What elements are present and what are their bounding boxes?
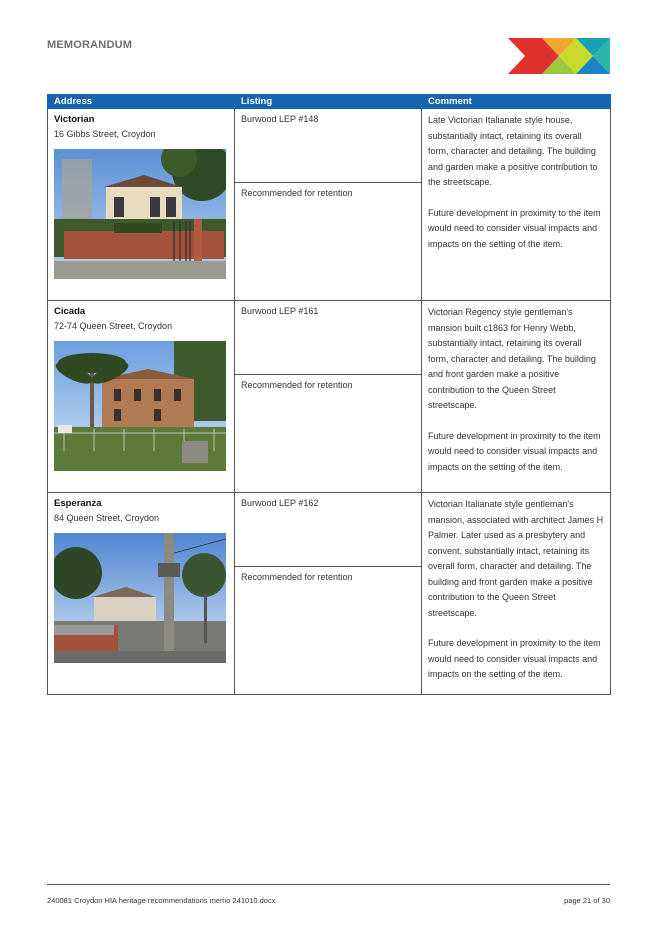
table-row	[48, 109, 611, 301]
table-header-row	[48, 95, 611, 109]
column-header-address: Address	[48, 95, 235, 109]
footer-divider	[47, 884, 610, 885]
address-cell	[48, 301, 235, 493]
item-address: 84 Queen Street, Croydon	[54, 513, 160, 523]
item-name: Cicada	[54, 306, 86, 317]
comment-cell	[422, 301, 611, 493]
listing-cell	[235, 493, 422, 695]
comment-development: Future development in proximity to the item would need to consider visual impacts and impacts on the setting of the item.	[428, 207, 601, 249]
victorian-house-photo	[54, 149, 226, 279]
memo-title: MEMORANDUM	[47, 39, 133, 51]
comment-development: Future development in proximity to the item would need to consider visual impacts and impacts on the setting of the item.	[428, 638, 601, 679]
company-logo	[508, 38, 610, 74]
comment-significance: Victorian Italianate style gentleman's mansion, associated with architect James H Palmer. Later used as a presbytery and convent, substantially intact, retaining its overall form, character and detailing. The building and front garden make a positive contribution to the Queen Street streetscape.	[428, 499, 604, 618]
listing-reference: Burwood LEP #162	[235, 493, 421, 567]
comment-cell	[422, 493, 611, 695]
item-address: 72-74 Queen Street, Croydon	[54, 321, 173, 331]
listing-reference: Burwood LEP #148	[235, 109, 421, 183]
listing-cell	[235, 301, 422, 493]
listing-cell	[235, 109, 422, 301]
address-cell	[48, 109, 235, 301]
item-name: Esperanza	[54, 498, 102, 509]
listing-recommendation: Recommended for retention	[241, 188, 353, 198]
table-row	[48, 301, 611, 493]
comment-significance: Victorian Regency style gentleman's mansion built c1863 for Henry Webb, substantially intact, retaining its overall form, character and detailing. The building and front garden make a positive contribution to the Queen Street streetscape.	[428, 307, 596, 410]
esperanza-mansion-photo	[54, 533, 226, 663]
cicada-mansion-photo	[54, 341, 226, 471]
item-name: Victorian	[54, 114, 95, 125]
comment-development: Future development in proximity to the item would need to consider visual impacts and impacts on the setting of the item.	[428, 430, 601, 472]
column-header-listing: Listing	[235, 95, 422, 109]
comment-cell	[422, 109, 611, 301]
heritage-items-table	[47, 94, 611, 695]
address-cell	[48, 493, 235, 695]
listing-reference: Burwood LEP #161	[235, 301, 421, 375]
footer-page-number: page 21 of 30	[564, 896, 610, 905]
item-address: 16 Gibbs Street, Croydon	[54, 129, 156, 139]
listing-recommendation: Recommended for retention	[241, 572, 353, 582]
footer-document-name: 240081 Croydon HIA heritage recommendations memo 241010.docx	[47, 896, 276, 905]
listing-recommendation: Recommended for retention	[241, 380, 353, 390]
column-header-comment: Comment	[422, 95, 611, 109]
table-row	[48, 493, 611, 695]
comment-significance: Late Victorian Italianate style house, substantially intact, retaining its overall form, character and detailing. The building and garden make a positive contribution to the streetscape.	[428, 115, 598, 187]
